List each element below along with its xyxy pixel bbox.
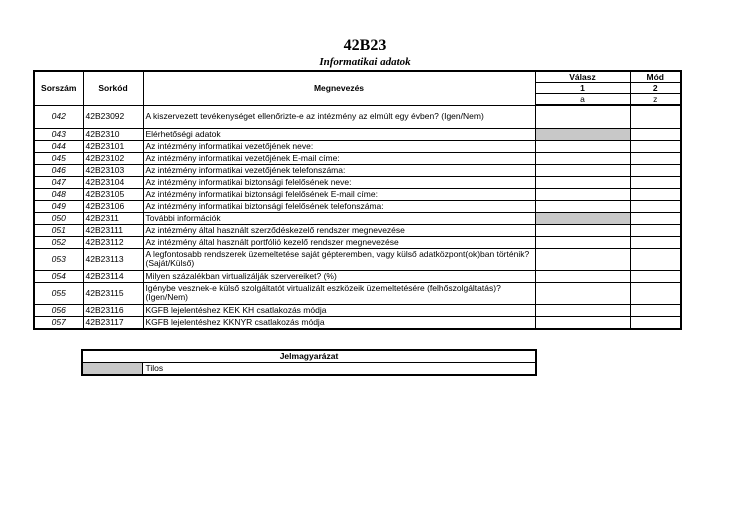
table-row — [34, 248, 681, 270]
mode-cell[interactable] — [630, 128, 681, 140]
answer-cell[interactable] — [535, 270, 630, 282]
table-row — [34, 140, 681, 152]
table-row — [34, 164, 681, 176]
table-row — [34, 176, 681, 188]
table-row — [34, 152, 681, 164]
table-row — [34, 200, 681, 212]
row-number: 046 — [34, 164, 83, 176]
mode-cell[interactable] — [630, 212, 681, 224]
row-number: 047 — [34, 176, 83, 188]
legend-title: Jelmagyarázat — [82, 350, 536, 363]
answer-cell[interactable] — [535, 236, 630, 248]
row-number: 043 — [34, 128, 83, 140]
row-number: 055 — [34, 282, 83, 304]
mode-cell[interactable] — [630, 176, 681, 188]
row-code: 42B23117 — [83, 316, 143, 329]
mode-cell[interactable] — [630, 140, 681, 152]
row-number: 056 — [34, 304, 83, 316]
mode-cell[interactable] — [630, 304, 681, 316]
row-description: Az intézmény informatikai biztonsági felelősének E-mail címe: — [143, 188, 535, 200]
row-code: 42B23101 — [83, 140, 143, 152]
table-row — [34, 236, 681, 248]
row-code: 42B23106 — [83, 200, 143, 212]
data-table — [33, 70, 682, 330]
row-description: További információk — [143, 212, 535, 224]
header-megnevezes: Megnevezés — [143, 71, 535, 105]
table-row — [34, 304, 681, 316]
row-description: Az intézmény informatikai biztonsági felelősének telefonszáma: — [143, 200, 535, 212]
table-row — [34, 282, 681, 304]
row-description: Az intézmény által használt portfólió kezelő rendszer megnevezése — [143, 236, 535, 248]
table-row — [34, 128, 681, 140]
answer-cell[interactable] — [535, 282, 630, 304]
row-code: 42B23103 — [83, 164, 143, 176]
table-row — [34, 224, 681, 236]
row-number: 042 — [34, 105, 83, 128]
row-code: 42B23092 — [83, 105, 143, 128]
row-number: 050 — [34, 212, 83, 224]
row-code: 42B2311 — [83, 212, 143, 224]
row-number: 048 — [34, 188, 83, 200]
answer-cell[interactable] — [535, 164, 630, 176]
mode-cell[interactable] — [630, 188, 681, 200]
answer-cell[interactable] — [535, 105, 630, 128]
row-code: 42B23112 — [83, 236, 143, 248]
header-sorszam: Sorszám — [34, 71, 83, 105]
form-subtitle: Informatikai adatok — [319, 56, 411, 68]
mode-cell[interactable] — [630, 105, 681, 128]
answer-cell[interactable] — [535, 248, 630, 270]
row-description: KGFB lejelentéshez KEK KH csatlakozás módja — [143, 304, 535, 316]
row-number: 054 — [34, 270, 83, 282]
row-number: 045 — [34, 152, 83, 164]
row-description: Az intézmény által használt szerződéskezelő rendszer megnevezése — [143, 224, 535, 236]
table-row — [34, 316, 681, 329]
row-code: 42B23113 — [83, 248, 143, 270]
row-code: 42B23102 — [83, 152, 143, 164]
answer-cell-forbidden — [535, 128, 630, 140]
answer-cell-forbidden — [535, 212, 630, 224]
mode-cell[interactable] — [630, 316, 681, 329]
header-mod: Mód — [630, 71, 681, 83]
row-description: A kiszervezett tevékenységet ellenőrizte-e az intézmény az elmúlt egy évben? (Igen/Nem) — [143, 105, 535, 128]
answer-cell[interactable] — [535, 176, 630, 188]
header-valasz: Válasz — [535, 71, 630, 83]
mode-cell[interactable] — [630, 200, 681, 212]
row-code: 42B23111 — [83, 224, 143, 236]
row-description: Az intézmény informatikai vezetőjének telefonszáma: — [143, 164, 535, 176]
row-number: 044 — [34, 140, 83, 152]
row-code: 42B23104 — [83, 176, 143, 188]
answer-cell[interactable] — [535, 152, 630, 164]
row-number: 049 — [34, 200, 83, 212]
row-description: Az intézmény informatikai vezetőjének E-mail címe: — [143, 152, 535, 164]
legend-gray-swatch — [82, 363, 142, 376]
mode-cell[interactable] — [630, 270, 681, 282]
row-code: 42B2310 — [83, 128, 143, 140]
mode-cell[interactable] — [630, 236, 681, 248]
form-code-title: 42B23 — [343, 37, 387, 54]
row-description: A legfontosabb rendszerek üzemeltetése saját gépteremben, vagy külső adatközpont(ok)ban történik? (Saját/Külső) — [143, 248, 535, 270]
answer-cell[interactable] — [535, 304, 630, 316]
answer-cell[interactable] — [535, 140, 630, 152]
row-description: KGFB lejelentéshez KKNYR csatlakozás módja — [143, 316, 535, 329]
mode-cell[interactable] — [630, 282, 681, 304]
row-description: Az intézmény informatikai biztonsági felelősének neve: — [143, 176, 535, 188]
legend-table — [81, 349, 537, 376]
table-row — [34, 188, 681, 200]
mode-cell[interactable] — [630, 224, 681, 236]
row-code: 42B23116 — [83, 304, 143, 316]
row-code: 42B23114 — [83, 270, 143, 282]
table-row — [34, 105, 681, 128]
row-description: Igénybe vesznek-e külső szolgáltatót virtualizált eszközeik üzemeltetésére (felhőszolgáltatás)? (Igen/Nem) — [143, 282, 535, 304]
row-number: 057 — [34, 316, 83, 329]
header-valasz-number: 1 — [535, 83, 630, 94]
row-number: 052 — [34, 236, 83, 248]
table-row — [34, 270, 681, 282]
header-valasz-letter: a — [535, 94, 630, 106]
row-description: Elérhetőségi adatok — [143, 128, 535, 140]
row-description: Milyen százalékban virtualizálják szervereiket? (%) — [143, 270, 535, 282]
row-number: 053 — [34, 248, 83, 270]
answer-cell[interactable] — [535, 316, 630, 329]
mode-cell[interactable] — [630, 152, 681, 164]
mode-cell[interactable] — [630, 248, 681, 270]
row-code: 42B23105 — [83, 188, 143, 200]
header-sorkod: Sorkód — [83, 71, 143, 105]
answer-cell[interactable] — [535, 188, 630, 200]
legend-label: Tilos — [142, 363, 536, 376]
answer-cell[interactable] — [535, 200, 630, 212]
header-mod-letter: z — [630, 94, 681, 106]
answer-cell[interactable] — [535, 224, 630, 236]
row-code: 42B23115 — [83, 282, 143, 304]
mode-cell[interactable] — [630, 164, 681, 176]
row-description: Az intézmény informatikai vezetőjének neve: — [143, 140, 535, 152]
row-number: 051 — [34, 224, 83, 236]
header-mod-number: 2 — [630, 83, 681, 94]
table-row — [34, 212, 681, 224]
